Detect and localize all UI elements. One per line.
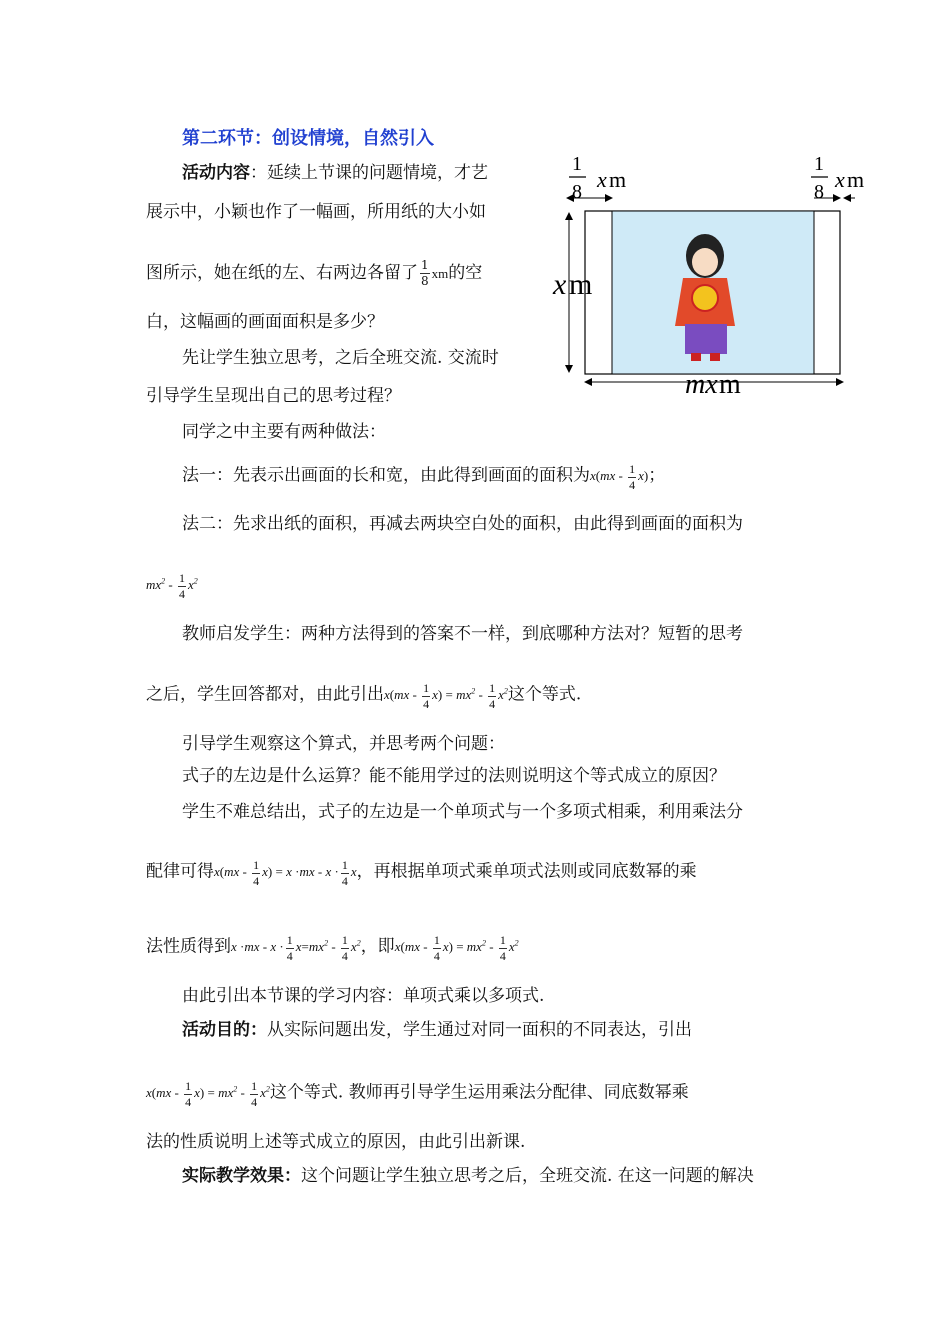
effect-label: 实际教学效果：	[182, 1166, 301, 1186]
math-expr: x(mx - $\frac{1}{4}$ x)	[590, 462, 649, 492]
activity-line-1	[182, 161, 488, 185]
left-margin-label: x	[597, 167, 607, 192]
goal-line-1	[182, 1018, 692, 1042]
goal-label: 活动目的：	[182, 1020, 267, 1040]
section-title: 第二环节：创设情境，自然引入	[182, 128, 434, 149]
fraction	[420, 258, 430, 289]
math-term: xm	[431, 266, 449, 281]
right-margin-unit: m	[847, 167, 865, 192]
para2-line-2: 引导学生呈现出自己的思考过程？	[146, 386, 401, 406]
guide-line-2: 式子的左边是什么运算？能不能用学过的法则说明这个等式成立的原因？	[182, 766, 726, 786]
text-span: 这个等式. 教师再引导学生运用乘法分配律、同底数幂乘	[269, 1082, 689, 1103]
conclusion-line-2	[146, 858, 697, 889]
intro-line: 由此引出本节课的学习内容：单项式乘以多项式.	[182, 986, 545, 1006]
text-span: 从实际问题出发，学生通过对同一面积的不同表达，引出	[267, 1020, 692, 1040]
text-span: ，再根据单项式乘单项式法则或同底数幂的乘	[356, 861, 697, 882]
text-span: 法一：先表示出画面的长和宽，由此得到画面的面积为	[182, 465, 590, 486]
effect-line-1	[182, 1164, 754, 1188]
para3-line: 同学之中主要有两种做法：	[182, 422, 386, 442]
math-expr: x ·mx - x · $\frac{1}{4}$ $x=mx^2$ - $\frac{1}{4}$ $x^2$	[231, 932, 361, 963]
method2-line: 法二：先求出纸的面积，再减去两块空白处的面积，由此得到画面的面积为	[182, 514, 743, 534]
text-span: 图所示，她在纸的左、右两边各留了	[146, 263, 418, 283]
right-margin-label: x	[835, 167, 845, 192]
text-span: 这个问题让学生独立思考之后，全班交流. 在这一问题的解决	[301, 1166, 754, 1186]
text-span: 配律可得	[146, 861, 214, 882]
text-span: ：延续上节课的问题情境，才艺	[250, 163, 488, 183]
text-span: 这个等式.	[507, 684, 582, 705]
width-label: mx	[685, 369, 718, 398]
method1-line	[182, 462, 665, 493]
left-frac-den: 8	[572, 181, 582, 203]
activity-line-4: 白，这幅画的画面面积是多少？	[146, 312, 384, 332]
text-span: ；	[648, 465, 666, 486]
right-frac-den: 8	[814, 181, 824, 203]
text-span: 的空	[448, 263, 483, 283]
activity-line-2: 展示中，小颖也作了一幅画，所用纸的大小如	[146, 202, 486, 222]
activity-label: 活动内容	[182, 163, 250, 183]
height-unit: m	[569, 268, 593, 301]
math-expr: x(mx - $\frac{1}{4}$ $x) = mx^2$ - $\frac{1}{4}$ $x^2$	[146, 1078, 270, 1109]
math-expr: x(mx - $\frac{1}{4}$ $x) = mx^2$ - $\frac{1}{4}$ $x^2$	[384, 680, 508, 711]
teacher-line-2	[146, 680, 581, 712]
method2-expr: $mx^2$ - $\frac{1}{4}$ $x^2$	[146, 570, 198, 601]
text-span: 法性质得到	[146, 936, 231, 957]
height-label: x	[553, 268, 567, 301]
denominator: 8	[421, 274, 429, 288]
para2-line-1: 先让学生独立思考，之后全班交流. 交流时	[182, 348, 499, 368]
right-frac-num: 1	[814, 153, 824, 175]
goal-line-2	[146, 1078, 689, 1110]
conclusion-line-3	[146, 932, 519, 964]
conclusion-line-1: 学生不难总结出，式子的左边是一个单项式与一个多项式相乘，利用乘法分	[182, 802, 743, 822]
math-expr: x(mx - $\frac{1}{4}$ x) = x ·mx - x · $\frac{1}{4}$ x	[214, 858, 357, 888]
painting-figure	[545, 148, 875, 398]
goal-line-3: 法的性质说明上述等式成立的原因，由此引出新课.	[146, 1132, 526, 1152]
numerator: 1	[421, 258, 429, 272]
left-frac-num: 1	[572, 153, 582, 175]
math-expr: x(mx - $\frac{1}{4}$ $x) = mx^2$ - $\frac{1}{4}$ $x^2$	[394, 932, 519, 963]
teacher-line-1: 教师启发学生：两种方法得到的答案不一样，到底哪种方法对？短暂的思考	[182, 624, 743, 644]
width-unit: m	[719, 369, 741, 398]
left-margin-unit: m	[609, 167, 627, 192]
text-span: 之后，学生回答都对，由此引出	[146, 684, 384, 705]
text-span: ，即	[360, 936, 395, 957]
guide-line-1: 引导学生观察这个算式，并思考两个问题：	[182, 734, 505, 754]
activity-line-3	[146, 258, 482, 289]
